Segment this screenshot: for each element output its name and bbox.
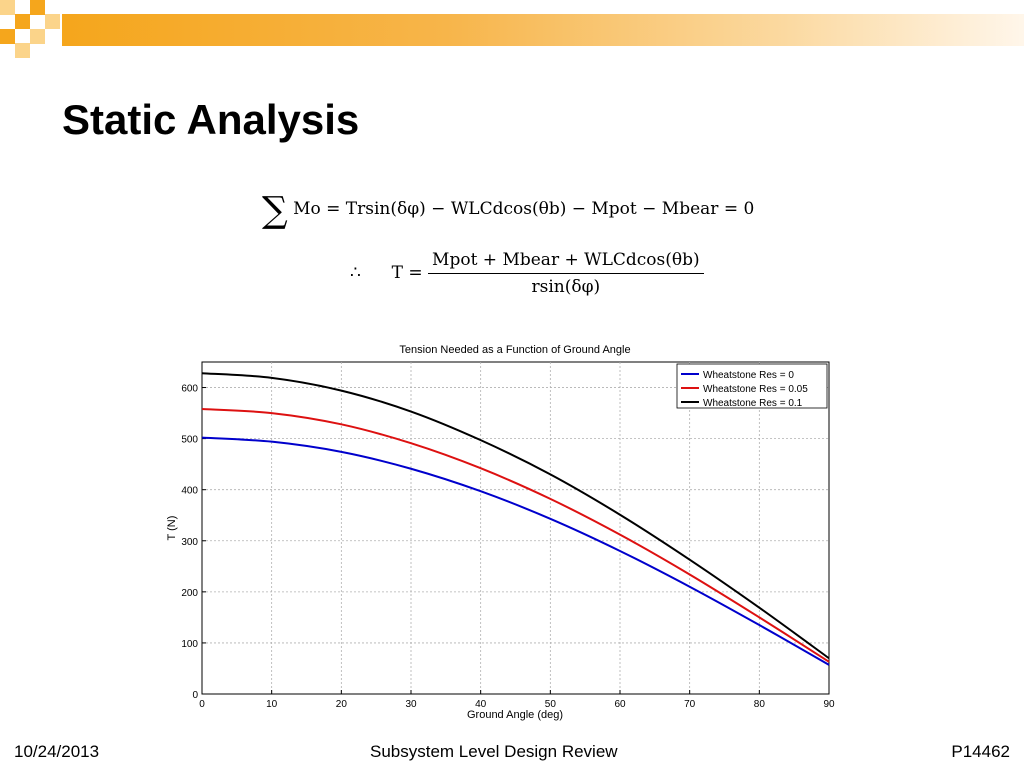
moment-equation [262,190,754,231]
sum-symbol: ∑ [262,190,288,231]
header-square [15,14,30,29]
x-tick-label: 40 [475,699,487,710]
header-decoration [0,0,1024,60]
slide-title: Static Analysis [62,96,360,143]
legend-label: Wheatstone Res = 0.05 [703,384,808,395]
header-orange-bar [62,14,1024,46]
y-tick-label: 200 [181,587,198,599]
tension-lhs: T = [391,263,423,283]
legend-label: Wheatstone Res = 0.1 [703,398,803,409]
plot-area [202,362,829,694]
x-tick-label: 90 [823,699,835,710]
x-tick-label: 60 [614,699,626,710]
tension-chart [150,338,850,728]
y-tick-label: 500 [181,434,198,446]
y-axis-label: T (N) [166,515,178,541]
header-square [0,0,15,15]
header-square [0,29,15,44]
tension-equation [350,250,704,297]
x-tick-label: 10 [266,699,278,710]
tension-denominator: rsin(δφ) [531,277,601,297]
x-tick-label: 70 [684,699,696,710]
footer-project: P14462 [951,742,1010,761]
header-square [30,29,45,44]
moment-equation-text: Mo = Trsin(δφ) − WLCdcos(θb) − Mpot − Mbear = 0 [293,199,755,219]
y-tick-label: 600 [181,383,198,395]
y-tick-label: 300 [181,536,198,548]
y-tick-label: 400 [181,485,198,497]
x-tick-label: 20 [335,699,347,710]
footer-title: Subsystem Level Design Review [370,742,618,761]
footer-date: 10/24/2013 [14,742,100,761]
chart-title: Tension Needed as a Function of Ground Angle [399,344,631,356]
x-tick-label: 30 [405,699,417,710]
y-tick-label: 100 [181,638,198,650]
x-axis-label: Ground Angle (deg) [466,709,564,721]
legend-label: Wheatstone Res = 0 [703,370,794,381]
x-tick-label: 50 [544,699,556,710]
chart-legend [677,364,827,409]
header-square [45,14,60,29]
header-square [15,43,30,58]
x-tick-label: 0 [199,699,205,710]
therefore-symbol: ∴ [350,263,361,283]
header-square [30,0,45,15]
tension-numerator: Mpot + Mbear + WLCdcos(θb) [428,250,704,274]
tension-fraction [428,250,704,297]
x-tick-label: 80 [753,699,765,710]
y-tick-label: 0 [192,690,198,701]
